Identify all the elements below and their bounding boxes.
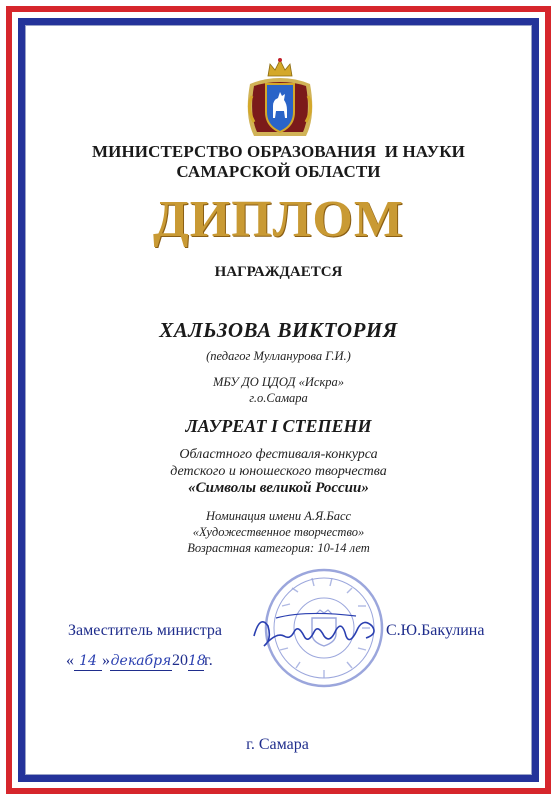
festival-line-1: Областного фестиваля-конкурса	[179, 447, 378, 462]
recipient-name: ХАЛЬЗОВА ВИКТОРИЯ	[159, 318, 398, 342]
school-city: г.о.Самара	[249, 391, 308, 405]
award-degree: ЛАУРЕАТ I СТЕПЕНИ	[185, 416, 372, 436]
ministry-heading	[30, 142, 527, 182]
diploma-title: ДИПЛОМ	[153, 191, 404, 248]
festival-description	[30, 446, 527, 480]
festival-line-2: детского и юношеского творчества	[170, 464, 387, 479]
school-name: МБУ ДО ЦДОД «Искра»	[212, 375, 345, 389]
date-year-prefix: 20	[172, 652, 188, 669]
signatory-name: С.Ю.Бакулина	[386, 622, 485, 639]
issue-date	[66, 652, 213, 671]
age-category: Возрастная категория: 10-14 лет	[187, 541, 370, 555]
festival-name: «Символы великой России»	[188, 480, 369, 496]
nomination-line-2: «Художественное творчество»	[192, 525, 365, 539]
date-day: 14	[79, 653, 97, 669]
nomination-block	[30, 508, 527, 556]
footer-city: г. Самара	[246, 736, 309, 753]
teacher-line: (педагог Мулланурова Г.И.)	[206, 349, 351, 363]
coat-of-arms-icon	[240, 56, 320, 142]
signatory-position: Заместитель министра	[68, 622, 222, 639]
date-year-suffix: 18	[188, 653, 206, 669]
ministry-line-1: МИНИСТЕРСТВО ОБРАЗОВАНИЯ И НАУКИ	[92, 142, 465, 161]
date-open-quote: «	[66, 652, 74, 669]
handwritten-signature-icon	[246, 606, 386, 654]
ministry-line-2: САМАРСКОЙ ОБЛАСТИ	[176, 162, 381, 181]
nomination-line-1: Номинация имени А.Я.Басс	[205, 509, 352, 523]
date-close-quote: »	[102, 652, 110, 669]
date-month: декабря	[110, 653, 172, 669]
awarded-label: НАГРАЖДАЕТСЯ	[214, 264, 343, 280]
date-year-end: г.	[204, 652, 213, 669]
